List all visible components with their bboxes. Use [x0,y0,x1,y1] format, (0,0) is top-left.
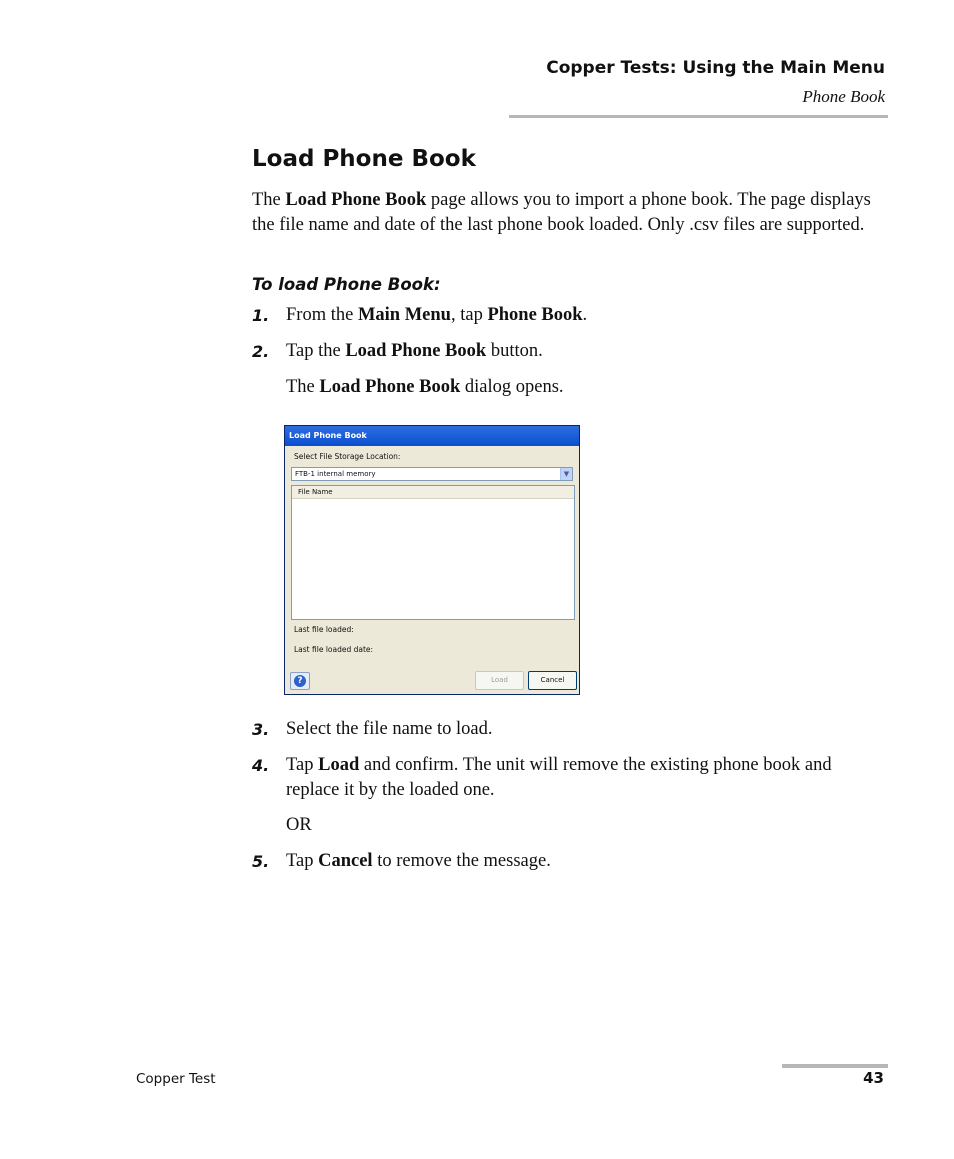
step-text: Select the file name to load. [286,719,493,739]
intro-text: page allows you to import a phone book. The page displays the file name and date of the last phone book loaded. Only .csv files are supported. [252,190,871,235]
last-file-loaded-date-label: Last file loaded date: [294,645,374,654]
storage-location-label: Select File Storage Location: [294,452,401,461]
chevron-down-icon[interactable]: ▼ [560,468,572,480]
intro-bold: Load Phone Book [285,190,427,210]
file-name-column-header[interactable]: File Name [292,486,574,499]
step-number: 4. [252,756,270,775]
step-number: 5. [252,852,270,871]
step-number: 2. [252,342,270,361]
footer-rule [782,1064,888,1068]
or-text: OR [286,815,312,835]
help-icon: ? [294,675,306,687]
step-number: 3. [252,720,270,739]
intro-paragraph [252,188,888,237]
running-header-section: Phone Book [802,87,885,106]
footer-product-name: Copper Test [136,1071,216,1087]
storage-location-value: FTB-1 internal memory [295,470,376,478]
dialog-opens-note: The Load Phone Book dialog opens. [286,377,564,397]
cancel-button[interactable]: Cancel [528,671,577,690]
help-button[interactable] [290,672,310,690]
step-text: Tap Cancel to remove the message. [286,851,551,871]
step-number: 1. [252,306,270,325]
procedure-title: To load Phone Book: [252,275,441,294]
step-text: Tap Load and confirm. The unit will remove the existing phone book and replace it by the loaded one. [286,755,832,800]
running-header-chapter: Copper Tests: Using the Main Menu [546,58,885,78]
section-heading: Load Phone Book [252,146,476,172]
storage-location-select[interactable] [291,467,573,481]
step-text: From the Main Menu, tap Phone Book. [286,305,588,325]
intro-text: The [252,190,286,210]
load-phone-book-dialog [284,425,580,695]
step-text: Tap the Load Phone Book button. [286,341,543,361]
header-rule [509,115,888,118]
page-number: 43 [863,1069,884,1087]
load-button[interactable]: Load [475,671,524,690]
file-list[interactable] [291,485,575,620]
dialog-title-bar: Load Phone Book [285,426,579,446]
last-file-loaded-label: Last file loaded: [294,625,354,634]
